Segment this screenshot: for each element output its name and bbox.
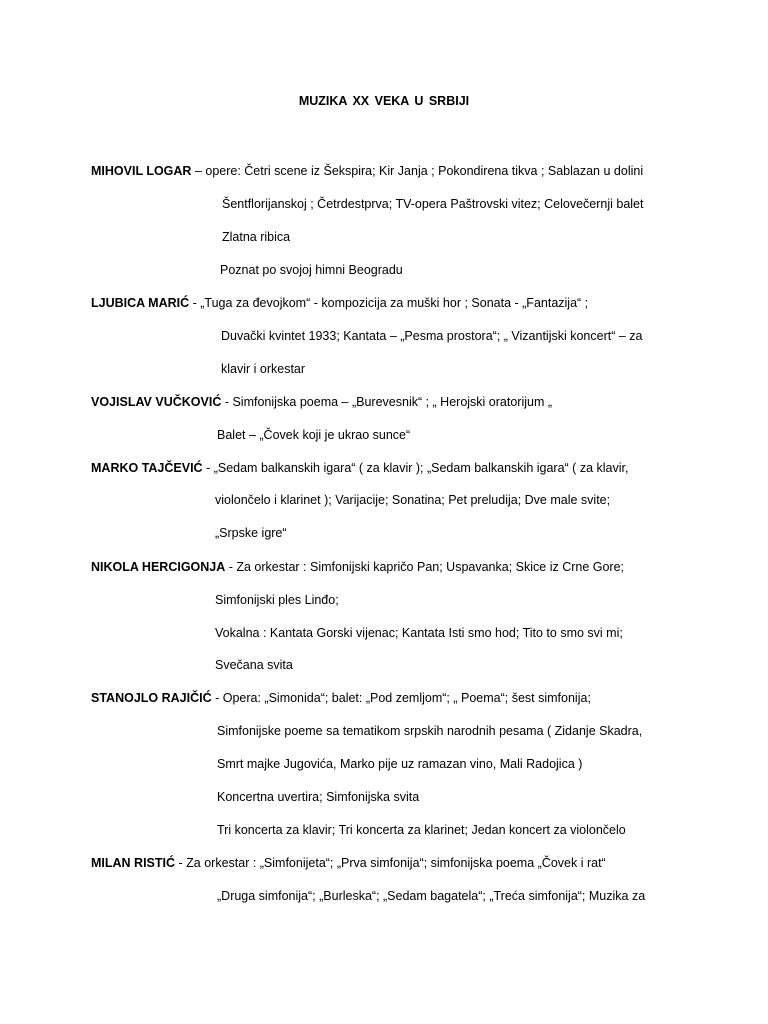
entry-line: Vokalna : Kantata Gorski vijenac; Kantata Isti smo hod; Tito to smo svi mi;: [215, 626, 623, 640]
entry-line: klavir i orkestar: [221, 362, 306, 376]
entry-line: „Druga simfonija“; „Burleska“; „Sedam bagatela“; „Treća simfonija“; Muzika za: [217, 889, 646, 903]
entry-line: Simfonijske poeme sa tematikom srpskih narodnih pesama ( Zidanje Skadra,: [217, 724, 643, 738]
entry-text: – opere: Četri scene iz Šekspira; Kir Janja ; Pokondirena tikva ; Sablazan u dolini: [191, 164, 644, 178]
entry-vuckovic: [91, 394, 552, 410]
composer-name: MARKO TAJČEVIĆ: [91, 461, 203, 475]
page-title: MUZIKA XX VEKA U SRBIJI: [298, 94, 470, 108]
entry-text: - Za orkestar : „Simfonijeta“; „Prva simfonija“; simfonijska poema „Čovek i rat“: [175, 856, 606, 870]
entry-text: - Za orkestar : Simfonijski kapričo Pan; Uspavanka; Skice iz Crne Gore;: [225, 560, 625, 574]
entry-ristic: [91, 855, 606, 871]
entry-text: - „Sedam balkanskih igara“ ( za klavir ); „Sedam balkanskih igara“ ( za klavir,: [202, 461, 629, 475]
composer-name: LJUBICA MARIĆ: [91, 296, 190, 310]
entry-hercigonja: [91, 559, 624, 575]
entry-line: Koncertna uvertira; Simfonijska svita: [217, 790, 420, 804]
entry-maric: [91, 295, 588, 311]
entry-text: - Opera: „Simonida“; balet: „Pod zemljom“; „ Poema“; šest simfonija;: [211, 691, 591, 705]
entry-line: Smrt majke Jugovića, Marko pije uz ramazan vino, Mali Radojica ): [217, 757, 583, 771]
entry-line: „Srpske igre“: [215, 526, 287, 540]
entry-text: - Simfonijska poema – „Burevesnik“ ; „ Herojski oratorijum „: [221, 395, 553, 409]
entry-line: Šentflorijanskoj ; Četrdestprva; TV-opera Paštrovski vitez; Celovečernji balet: [222, 197, 644, 211]
entry-line: Svečana svita: [215, 658, 293, 672]
entry-tajcevic: [91, 460, 628, 476]
composer-name: NIKOLA HERCIGONJA: [91, 560, 226, 574]
composer-name: MIHOVIL LOGAR: [91, 164, 192, 178]
entry-line: Duvački kvintet 1933; Kantata – „Pesma prostora“; „ Vizantijski koncert“ – za: [221, 329, 643, 343]
entry-line: Tri koncerta za klavir; Tri koncerta za klarinet; Jedan koncert za violončelo: [217, 823, 626, 837]
entry-text: - „Tuga za đevojkom“ - kompozicija za muški hor ; Sonata - „Fantazija“ ;: [189, 296, 589, 310]
composer-name: STANOJLO RAJIČIĆ: [91, 691, 212, 705]
entry-rajicic: [91, 690, 591, 706]
entry-logar: [91, 163, 643, 179]
composer-name: VOJISLAV VUČKOVIĆ: [91, 395, 222, 409]
entry-line: Poznat po svojoj himni Beogradu: [220, 263, 403, 277]
composer-name: MILAN RISTIĆ: [91, 856, 176, 870]
entry-line: violončelo i klarinet ); Varijacije; Sonatina; Pet preludija; Dve male svite;: [215, 493, 611, 507]
entry-line: Balet – „Čovek koji je ukrao sunce“: [217, 428, 411, 442]
entry-line: Zlatna ribica: [222, 230, 291, 244]
entry-line: Simfonijski ples Linđo;: [215, 593, 339, 607]
